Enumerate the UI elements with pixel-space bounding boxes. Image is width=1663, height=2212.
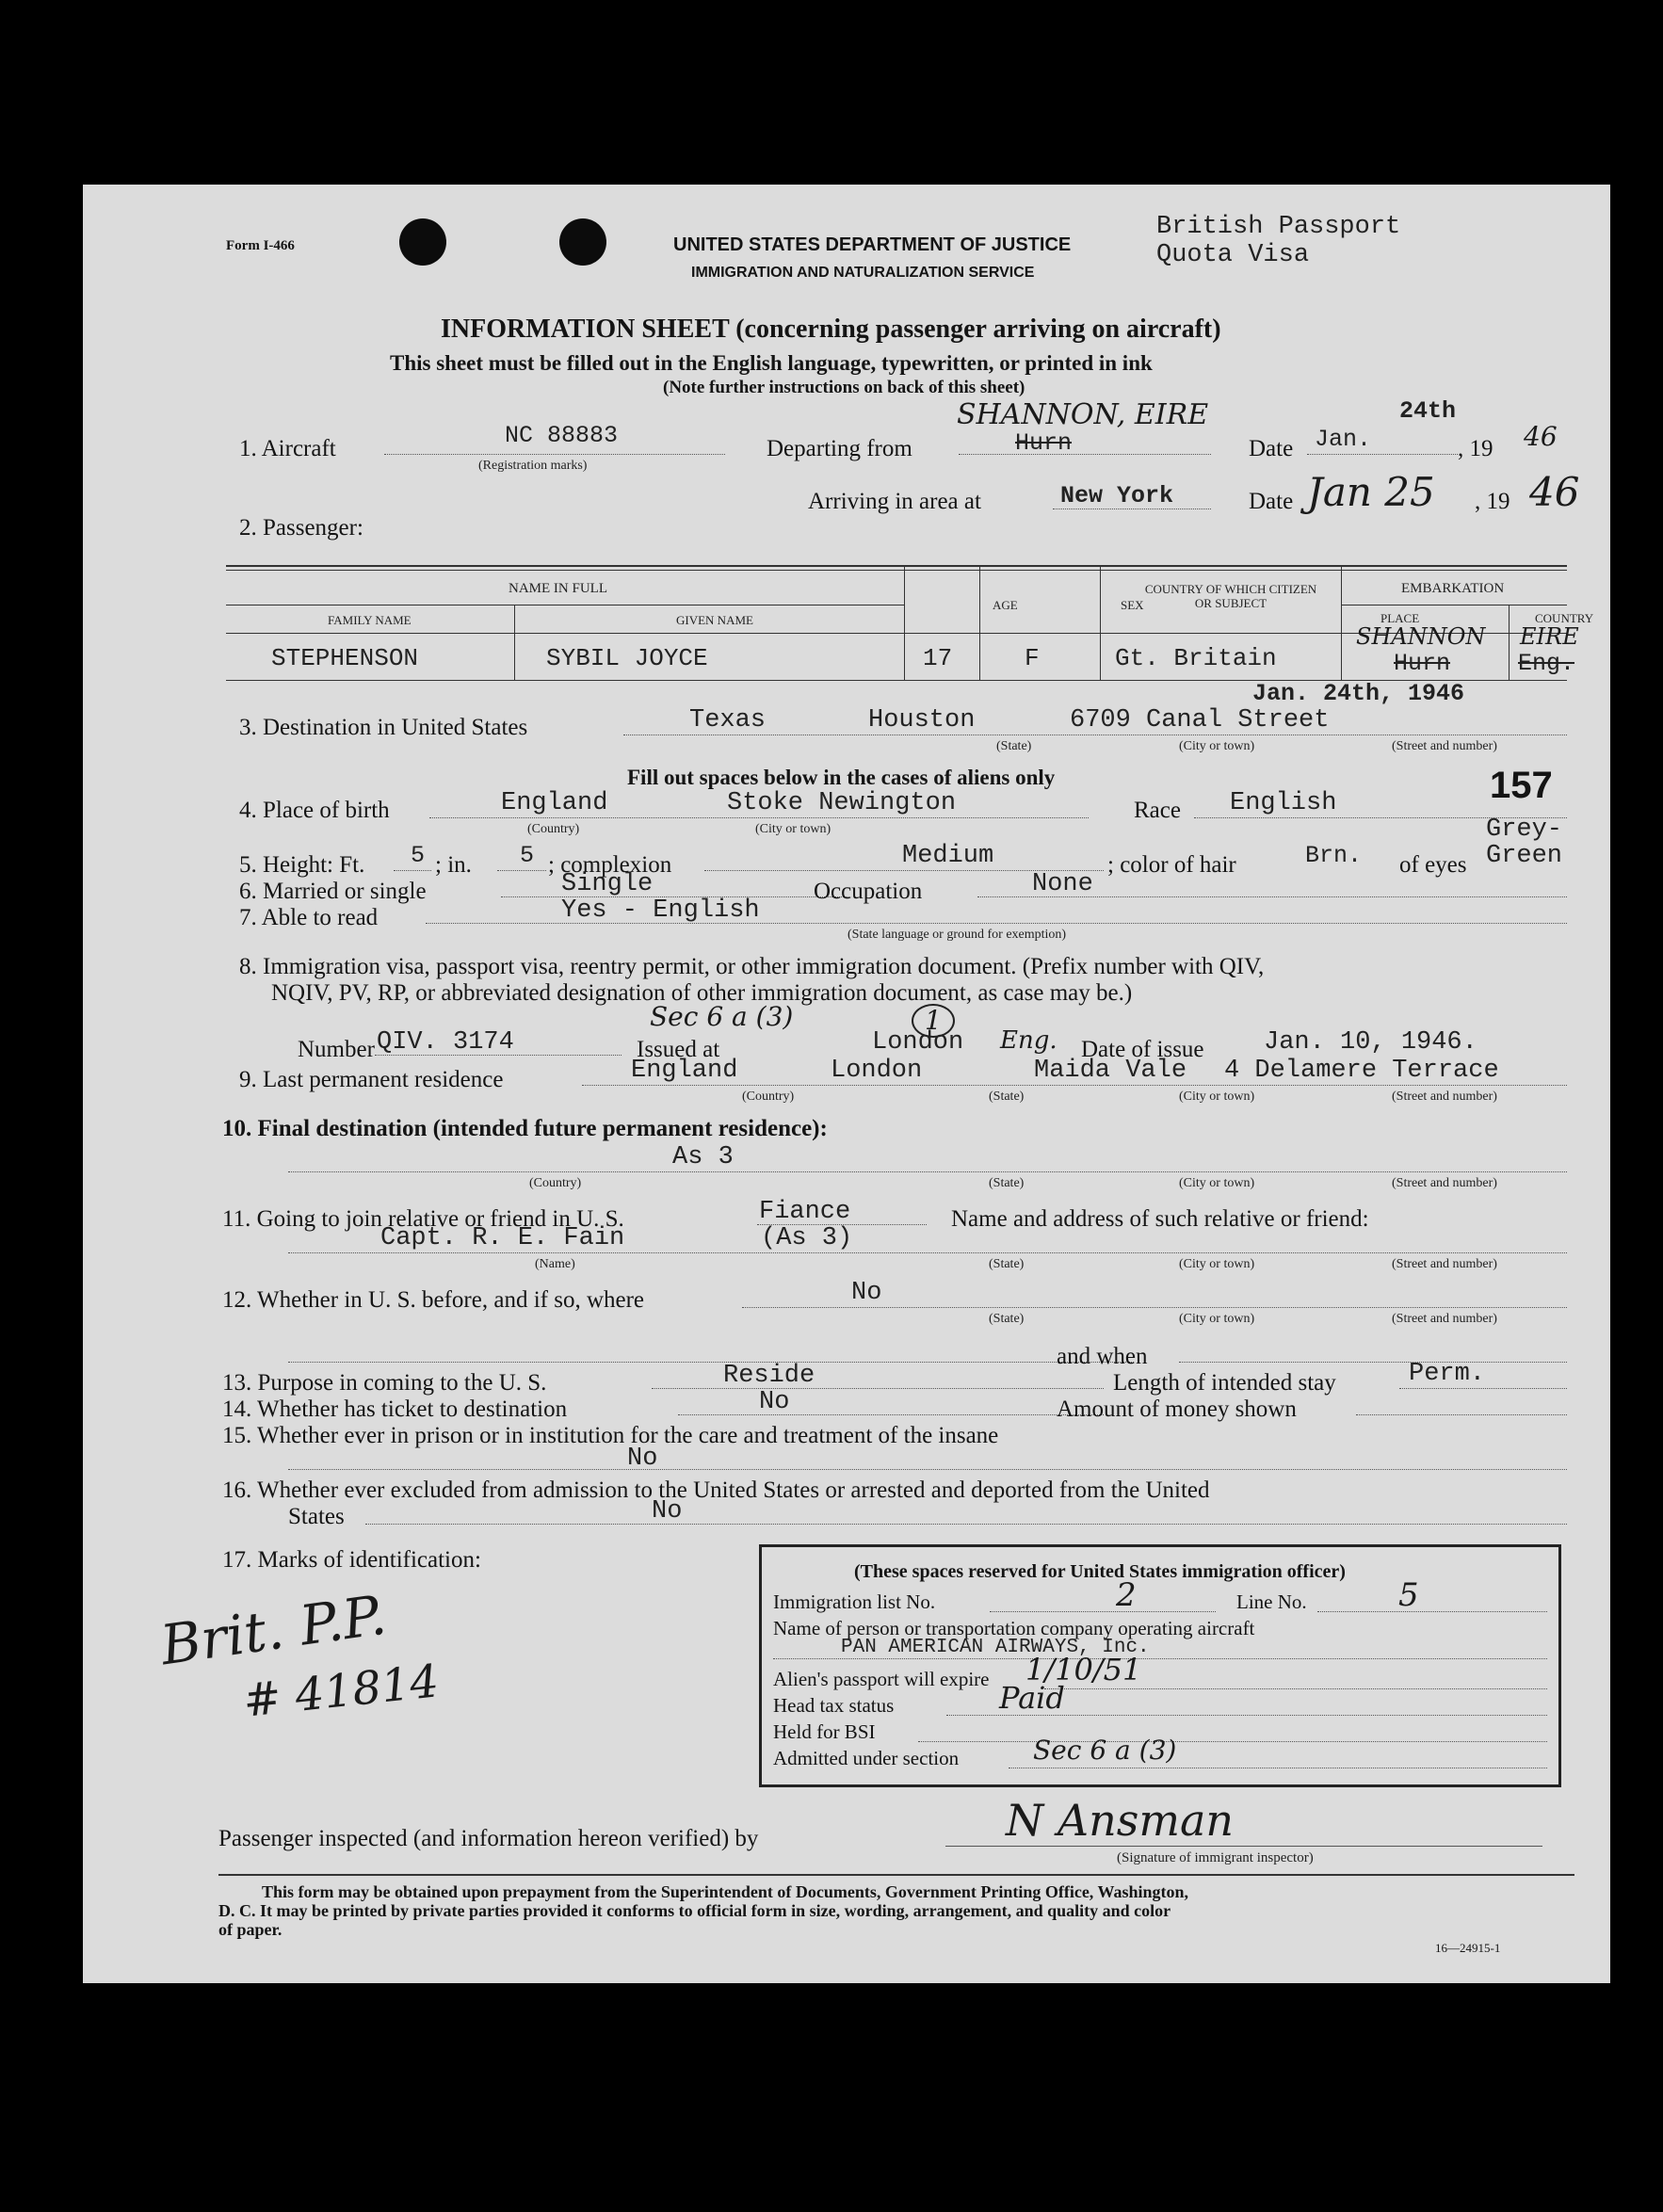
departing-label: Departing from [767, 436, 912, 461]
relative-name: Capt. R. E. Fain [380, 1224, 625, 1252]
table-divider-family [514, 605, 515, 680]
departure-day-correction: 24th [1399, 397, 1457, 425]
arrival-date-label: Date [1249, 489, 1294, 514]
typed-note-visa: Quota Visa [1156, 241, 1310, 269]
embark-place-typed: Hurn [1394, 650, 1451, 677]
birth-country-caption: (Country) [527, 822, 580, 836]
relative-street-caption: (Street and number) [1392, 1257, 1497, 1271]
when-label: and when [1057, 1344, 1148, 1369]
bsi-line [918, 1741, 1547, 1742]
ticket-line [678, 1414, 1104, 1415]
departure-date-line [1307, 454, 1458, 455]
sex-value: F [1025, 644, 1040, 672]
complexion-label: ; complexion [548, 852, 672, 878]
head-tax-line [946, 1715, 1547, 1716]
identification-handwritten-1: Brit. P.P. [156, 1582, 391, 1678]
place-header: PLACE [1380, 611, 1420, 625]
relative-name-caption: (Name) [535, 1257, 575, 1271]
admitted-section-value: Sec 6 a (3) [1033, 1735, 1177, 1766]
line-no-line [1317, 1611, 1547, 1612]
visa-handwritten-circle: 1 [912, 1004, 955, 1038]
residence-country-caption: (Country) [742, 1090, 795, 1104]
given-name-header: GIVEN NAME [676, 613, 753, 627]
visa-number-line [375, 1055, 622, 1056]
table-divider-age [979, 567, 980, 680]
embark-country-handwritten: EIRE [1520, 623, 1579, 650]
passport-expire-label: Alien's passport will expire [773, 1668, 990, 1690]
age-value: 17 [923, 644, 953, 672]
issued-label: Issued at [637, 1037, 720, 1062]
passport-expire-line [1044, 1688, 1547, 1689]
married-value: Single [561, 870, 654, 898]
form-title: INFORMATION SHEET (concerning passenger arriving on aircraft) [441, 315, 1221, 344]
inches-label: ; in. [435, 852, 472, 878]
money-label: Amount of money shown [1057, 1397, 1297, 1422]
service-name: IMMIGRATION AND NATURALIZATION SERVICE [691, 265, 1035, 281]
destination-city: Houston [868, 706, 976, 735]
inspected-label: Passenger inspected (and information hereon verified) by [218, 1826, 759, 1851]
previous-street-caption: (Street and number) [1392, 1312, 1497, 1326]
issued-handwritten: Eng. [1000, 1026, 1058, 1055]
eyes-value-line1: Grey- [1486, 815, 1563, 844]
departing-line [959, 454, 1211, 455]
destination-state: Texas [689, 706, 767, 735]
list-no-line [990, 1611, 1216, 1612]
race-value: English [1230, 789, 1337, 817]
final-state-caption: (State) [989, 1176, 1025, 1190]
officer-box-header: (These spaces reserved for United States immigration officer) [854, 1561, 1346, 1582]
typed-note-passport: British Passport [1156, 213, 1401, 241]
footer-line-1: This form may be obtained upon prepayment from the Superintendent of Documents, Government Printing Office, Washington, [262, 1882, 1189, 1901]
table-divider-sex [1100, 567, 1101, 680]
previous-city-caption: (City or town) [1179, 1312, 1255, 1326]
relative-address: (As 3) [761, 1224, 853, 1252]
excluded-label-line2: States [288, 1504, 345, 1529]
name-address-label: Name and address of such relative or friend: [951, 1206, 1369, 1232]
footer-line-2: D. C. It may be printed by private parties provided it conforms to official form in size, wording, arrangement, and quality and color [218, 1901, 1171, 1920]
table-inner-top [226, 570, 1567, 571]
departing-handwritten: SHANNON, EIRE [957, 398, 1209, 431]
aircraft-line [384, 454, 725, 455]
list-no-value: 2 [1116, 1576, 1137, 1614]
instruction-line-1: This sheet must be filled out in the English language, typewritten, or printed in ink [390, 351, 1153, 375]
identification-label: 17. Marks of identification: [222, 1547, 481, 1573]
birth-country: England [501, 789, 608, 817]
citizenship-value: Gt. Britain [1115, 644, 1277, 672]
previous-visit-label: 12. Whether in U. S. before, and if so, where [222, 1287, 645, 1313]
occupation-line [977, 896, 1567, 897]
embark-country-header: COUNTRY [1535, 611, 1594, 625]
residence-line [582, 1085, 1567, 1086]
country-citizen-header: COUNTRY OF WHICH CITIZEN OR SUBJECT [1144, 582, 1317, 610]
relative-relation: Fiance [759, 1198, 851, 1226]
table-divider-embark [1341, 567, 1342, 680]
stay-line [1399, 1388, 1567, 1389]
read-label: 7. Able to read [239, 905, 379, 930]
admitted-section-label: Admitted under section [773, 1747, 960, 1769]
eyes-value-line2: Green [1486, 842, 1563, 870]
final-street-caption: (Street and number) [1392, 1176, 1497, 1190]
residence-city: Maida Vale [1034, 1057, 1187, 1085]
residence-street-caption: (Street and number) [1392, 1090, 1497, 1104]
residence-city-caption: (City or town) [1179, 1090, 1255, 1104]
when-line-right [1179, 1362, 1567, 1363]
height-inches-line [497, 870, 546, 871]
table-divider-name [904, 567, 905, 680]
inspector-signature: N Ansman [1006, 1795, 1234, 1846]
height-label: 5. Height: Ft. [239, 852, 365, 878]
prison-label: 15. Whether ever in prison or in institution for the care and treatment of the insane [222, 1423, 999, 1448]
arriving-label: Arriving in area at [808, 489, 981, 514]
excluded-line [365, 1524, 1567, 1525]
number-label: Number [298, 1037, 375, 1062]
destination-state-caption: (State) [996, 739, 1032, 753]
aircraft-value: NC 88883 [505, 422, 619, 449]
department-name: UNITED STATES DEPARTMENT OF JUSTICE [673, 234, 1072, 255]
destination-label: 3. Destination in United States [239, 715, 528, 740]
footer-line-3: of paper. [218, 1920, 283, 1939]
form-number: Form I-466 [226, 238, 295, 253]
departure-date-month: Jan. [1315, 426, 1372, 453]
embark-country-typed: Eng. [1518, 650, 1575, 677]
aircraft-label: 1. Aircraft [239, 436, 336, 461]
when-line-left [288, 1362, 1134, 1363]
carrier-line [773, 1658, 1547, 1659]
visa-label-line2: NQIV, PV, RP, or abbreviated designation of other immigration document, as case may be.) [271, 980, 1133, 1006]
family-name-value: STEPHENSON [271, 644, 419, 672]
final-destination-line [288, 1171, 1567, 1172]
passenger-table [226, 565, 1594, 681]
table-divider-place [1509, 605, 1510, 680]
punch-hole-left [399, 218, 446, 266]
occupation-label: Occupation [814, 879, 923, 904]
signature-caption: (Signature of immigrant inspector) [1117, 1850, 1314, 1865]
identification-handwritten-2: # 41814 [240, 1655, 442, 1728]
previous-state-caption: (State) [989, 1312, 1025, 1326]
departure-year-prefix: , 19 [1458, 436, 1493, 461]
handwritten-number: 157 [1490, 765, 1553, 806]
punch-hole-right [559, 218, 606, 266]
money-line [1356, 1414, 1567, 1415]
purpose-line [652, 1388, 1104, 1389]
visa-label-line1: 8. Immigration visa, passport visa, reentry permit, or other immigration document. (Prefix number with QIV, [239, 954, 1265, 979]
list-no-label: Immigration list No. [773, 1590, 936, 1613]
destination-city-caption: (City or town) [1179, 739, 1255, 753]
head-tax-label: Head tax status [773, 1694, 895, 1717]
arrival-year: 46 [1529, 469, 1580, 515]
purpose-value: Reside [723, 1362, 815, 1390]
occupation-value: None [1032, 870, 1093, 898]
married-label: 6. Married or single [239, 879, 427, 904]
issued-at-value: London [872, 1028, 964, 1057]
age-header: AGE [993, 598, 1018, 612]
embarkation-header: EMBARKATION [1401, 581, 1505, 596]
footer-code: 16—24915-1 [1435, 1941, 1501, 1955]
prison-line [288, 1469, 1567, 1470]
embark-place-handwritten: SHANNON [1356, 623, 1486, 650]
prison-value: No [627, 1445, 658, 1473]
head-tax-value: Paid [999, 1680, 1065, 1716]
excluded-label-line1: 16. Whether ever excluded from admission to the United States or arrested and deported from the United [222, 1477, 1210, 1503]
name-in-full-header: NAME IN FULL [509, 581, 607, 596]
arrival-date-handwritten: Jan 25 [1307, 469, 1435, 515]
line-no-value: 5 [1398, 1576, 1419, 1614]
destination-street-caption: (Street and number) [1392, 739, 1497, 753]
document-sheet [83, 185, 1610, 1983]
carrier-label: Name of person or transportation company operating aircraft [773, 1617, 1255, 1639]
race-label: Race [1134, 798, 1181, 823]
relative-state-caption: (State) [989, 1257, 1025, 1271]
signature-line [945, 1846, 1542, 1847]
instruction-line-2: (Note further instructions on back of this sheet) [663, 378, 1025, 397]
registration-caption: (Registration marks) [478, 459, 588, 473]
visa-handwritten-section: Sec 6 a (3) [650, 1001, 794, 1032]
excluded-value: No [652, 1497, 683, 1526]
date-of-issue-value: Jan. 10, 1946. [1264, 1028, 1477, 1057]
date-of-issue-label: Date of issue [1081, 1037, 1204, 1062]
birth-city-caption: (City or town) [755, 822, 832, 836]
height-feet-line [394, 870, 431, 871]
residence-country: England [631, 1057, 738, 1085]
birth-line [429, 817, 1089, 818]
purpose-label: 13. Purpose in coming to the U. S. [222, 1370, 547, 1396]
read-caption: (State language or ground for exemption) [848, 928, 1067, 942]
birth-label: 4. Place of birth [239, 798, 390, 823]
stay-label: Length of intended stay [1113, 1370, 1336, 1396]
given-name-value: SYBIL JOYCE [546, 644, 708, 672]
residence-label: 9. Last permanent residence [239, 1067, 504, 1092]
stay-value: Perm. [1409, 1360, 1486, 1388]
footer-rule [218, 1874, 1574, 1876]
final-country-caption: (Country) [529, 1176, 582, 1190]
arriving-value: New York [1060, 482, 1174, 509]
residence-state-caption: (State) [989, 1090, 1025, 1104]
height-feet: 5 [411, 842, 426, 869]
final-destination-label: 10. Final destination (intended future permanent residence): [222, 1116, 828, 1141]
residence-street: 4 Delamere Terrace [1224, 1057, 1499, 1085]
arrival-year-prefix: , 19 [1475, 489, 1510, 514]
read-line [426, 923, 1567, 924]
hair-label: ; color of hair [1107, 852, 1236, 878]
family-name-header: FAMILY NAME [328, 613, 412, 627]
relative-city-caption: (City or town) [1179, 1257, 1255, 1271]
final-destination-value: As 3 [672, 1143, 734, 1171]
departure-year: 46 [1524, 421, 1558, 452]
officer-box [759, 1544, 1561, 1787]
birth-city: Stoke Newington [727, 789, 957, 817]
bsi-label: Held for BSI [773, 1720, 876, 1743]
complexion-value: Medium [902, 842, 994, 870]
previous-visit-value: No [851, 1279, 882, 1307]
aliens-heading: Fill out spaces below in the cases of aliens only [627, 766, 1056, 789]
passenger-label: 2. Passenger: [239, 515, 363, 541]
residence-state: London [831, 1057, 923, 1085]
embark-date-value: Jan. 24th, 1946 [1252, 680, 1465, 707]
departure-date-label: Date [1249, 436, 1294, 461]
destination-street: 6709 Canal Street [1070, 706, 1330, 735]
relative-label: 11. Going to join relative or friend in U. S. [222, 1206, 624, 1232]
final-city-caption: (City or town) [1179, 1176, 1255, 1190]
hair-value: Brn. [1305, 842, 1363, 869]
height-inches: 5 [520, 842, 535, 869]
sex-header: SEX [1121, 598, 1144, 612]
visa-number: QIV. 3174 [377, 1028, 514, 1057]
carrier-value: PAN AMERICAN AIRWAYS, Inc. [841, 1637, 1150, 1658]
ticket-label: 14. Whether has ticket to destination [222, 1397, 568, 1422]
departing-typed: Hurn [1015, 429, 1073, 457]
relative-line [288, 1252, 1567, 1253]
read-value: Yes - English [561, 896, 760, 925]
passport-expire-value: 1/10/51 [1025, 1652, 1142, 1687]
line-no-label: Line No. [1236, 1590, 1307, 1613]
previous-visit-line [742, 1307, 1567, 1308]
eyes-label: of eyes [1399, 852, 1467, 878]
ticket-value: No [759, 1388, 790, 1416]
